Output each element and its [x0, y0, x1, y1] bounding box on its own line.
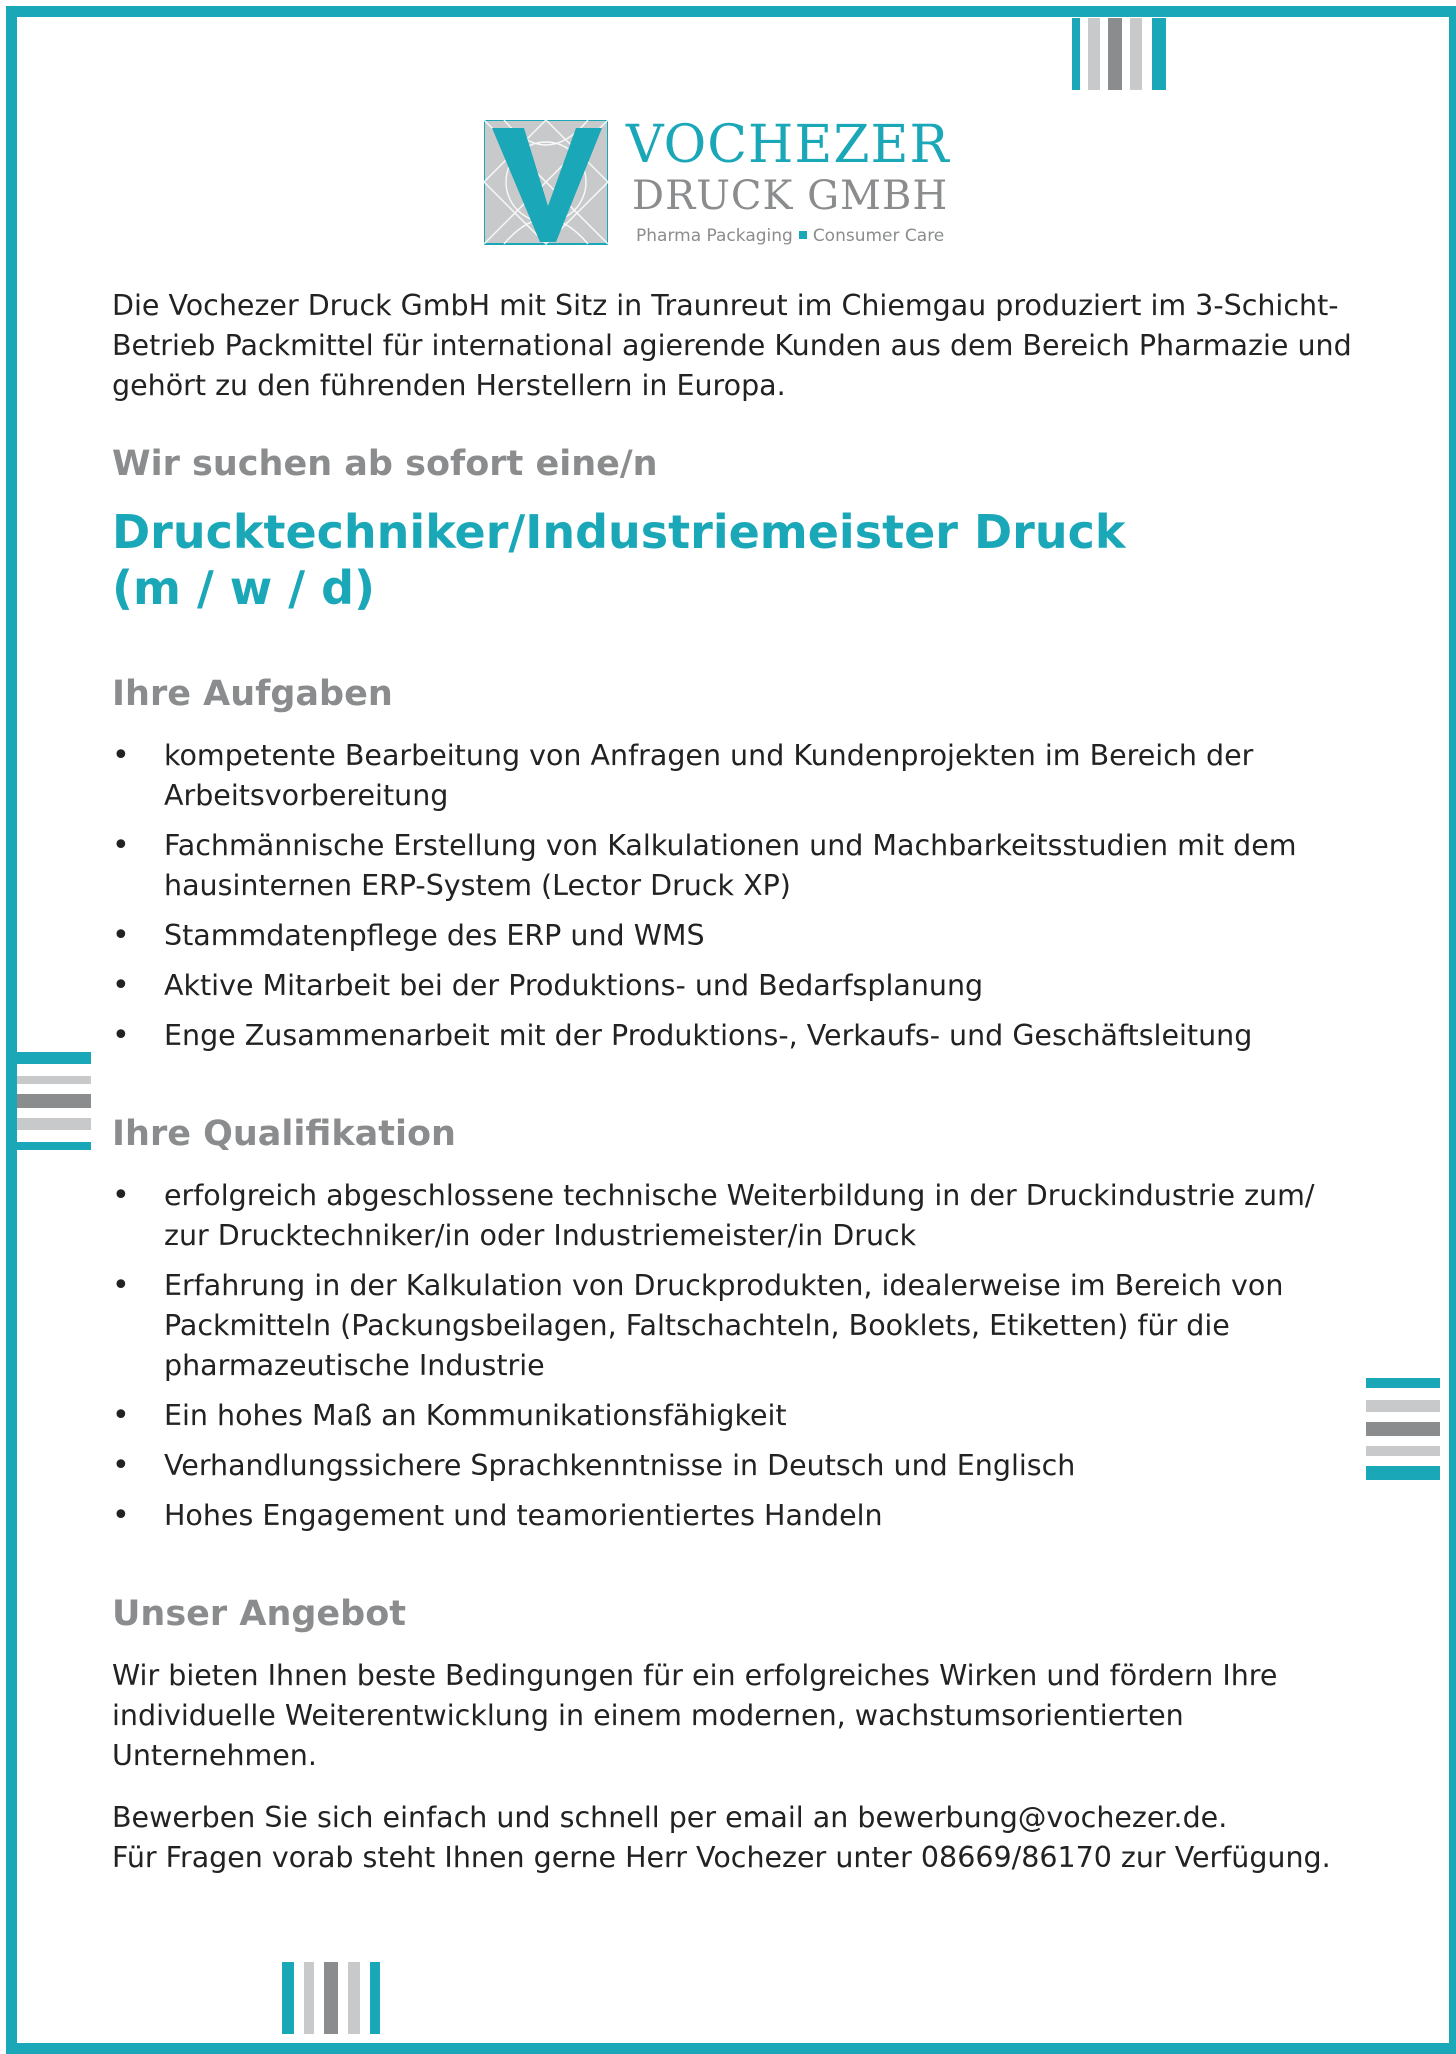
stripes-bottom-left [282, 1962, 386, 2034]
list-item: • Ein hohes Maß an Kommunikationsfähigkeit [112, 1396, 1362, 1436]
qualification-heading: Ihre Qualifikation [112, 1114, 456, 1154]
list-item: • erfolgreich abgeschlossene technische Weiterbildung in der Druckindustrie zum/ zur Drucktechniker/in oder Industriemeister/in Druck [112, 1176, 1362, 1256]
tasks-list [112, 736, 1362, 1056]
apply-line2: Für Fragen vorab steht Ihnen gerne Herr Vochezer unter 08669/86170 zur Verfügung. [112, 1841, 1331, 1874]
tagline-pharma: Pharma Packaging [636, 226, 793, 246]
qualification-list [112, 1176, 1362, 1536]
list-item: • Verhandlungssichere Sprachkenntnisse in Deutsch und Englisch [112, 1446, 1362, 1486]
tagline-consumer: Consumer Care [812, 226, 945, 246]
logo-v-mark-icon [484, 120, 608, 248]
job-title-line2: (m / w / d) [112, 561, 376, 615]
intro-text: Die Vochezer Druck GmbH mit Sitz in Traunreut im Chiemgau produziert im 3-Schicht-Betrieb Packmittel für international agierende Kunden aus dem Bereich Pharmazie und gehört zu den führenden Herstellern in Europa. [112, 289, 1352, 402]
apply-line1: Bewerben Sie sich einfach und schnell per email an bewerbung@vochezer.de. [112, 1801, 1228, 1834]
list-item: • Enge Zusammenarbeit mit der Produktions-, Verkaufs- und Geschäftsleitung [112, 1016, 1362, 1056]
apply-text [112, 1798, 1362, 1878]
offer-text: Wir bieten Ihnen beste Bedingungen für ein erfolgreiches Wirken und fördern Ihre individuelle Weiterentwicklung in einem modernen, wachstumsorientierten Unternehmen. [112, 1659, 1278, 1772]
offer-section [112, 1592, 1362, 1878]
list-item: • Stammdatenpflege des ERP und WMS [112, 916, 1362, 956]
list-item: • Erfahrung in der Kalkulation von Druckprodukten, idealerweise im Bereich von Packmitteln (Packungsbeilagen, Faltschachteln, Booklets, Etiketten) für die pharmazeutische Industrie [112, 1266, 1362, 1386]
job-title [112, 504, 1362, 616]
list-item: • kompetente Bearbeitung von Anfragen und Kundenprojekten im Bereich der Arbeitsvorbereitung [112, 736, 1362, 816]
stripes-left [17, 1052, 91, 1154]
tasks-heading: Ihre Aufgaben [112, 674, 393, 714]
logo-subname: DRUCK GMBH [632, 173, 949, 219]
list-item: • Hohes Engagement und teamorientiertes Handeln [112, 1496, 1362, 1536]
tagline-square-icon [799, 231, 807, 239]
offer-heading: Unser Angebot [112, 1594, 406, 1634]
logo-tagline [636, 225, 944, 247]
job-posting [112, 286, 1362, 1900]
list-item: • Aktive Mitarbeit bei der Produktions- und Bedarfsplanung [112, 966, 1362, 1006]
stripes-right [1366, 1378, 1440, 1482]
list-item: • Fachmännische Erstellung von Kalkulationen und Machbarkeitsstudien mit dem hausinternen ERP-System (Lector Druck XP) [112, 826, 1362, 906]
stripes-top-right [1072, 18, 1176, 90]
search-heading: Wir suchen ab sofort eine/n [112, 444, 658, 484]
job-title-line1: Drucktechniker/Industriemeister Druck [112, 505, 1126, 559]
logo-name: VOCHEZER [626, 115, 950, 175]
company-logo [484, 115, 974, 250]
